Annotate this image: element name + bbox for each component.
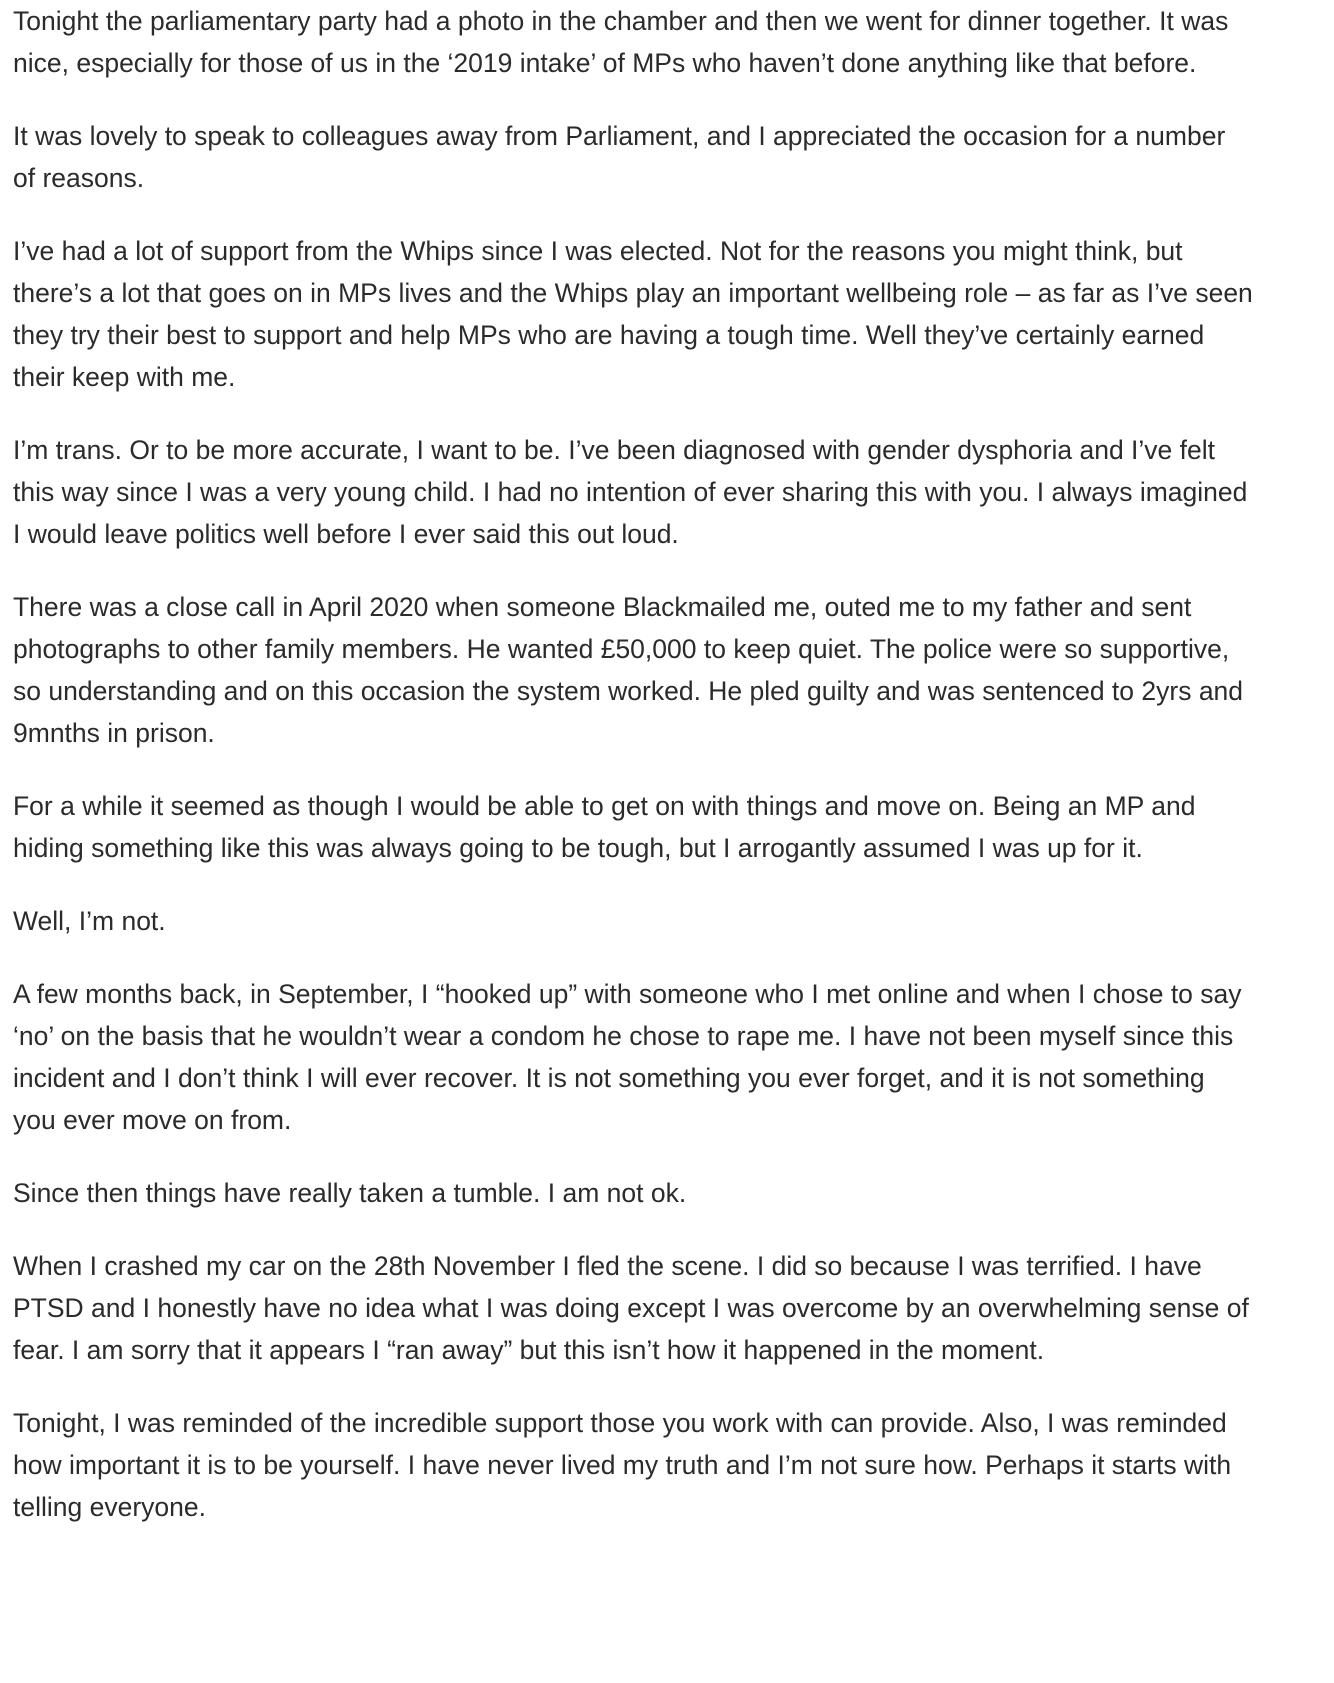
- article-body: [13, 0, 1253, 1559]
- paragraph-11: Tonight, I was reminded of the incredible support those you work with can provide. Also, I was reminded how important it is to be yourself. I have never lived my truth and I’m not sure how. Perhaps it starts with telling everyone.: [13, 1408, 1232, 1522]
- paragraph-1: Tonight the parliamentary party had a photo in the chamber and then we went for dinner together. It was nice, especially for those of us in the ‘2019 intake’ of MPs who haven’t done anything like that before.: [13, 6, 1229, 78]
- paragraph-9: Since then things have really taken a tumble. I am not ok.: [13, 1178, 687, 1208]
- paragraph-2: It was lovely to speak to colleagues away from Parliament, and I appreciated the occasion for a number of reasons.: [13, 121, 1226, 193]
- paragraph-4: I’m trans. Or to be more accurate, I want to be. I’ve been diagnosed with gender dysphoria and I’ve felt this way since I was a very young child. I had no intention of ever sharing this with you. I always imagined I would leave politics well before I ever said this out loud.: [13, 435, 1248, 549]
- paragraph-10: When I crashed my car on the 28th November I fled the scene. I did so because I was terrified. I have PTSD and I honestly have no idea what I was doing except I was overcome by an overwhelming sense of fear. I am sorry that it appears I “ran away” but this isn’t how it happened in the moment.: [13, 1251, 1249, 1365]
- paragraph-6: For a while it seemed as though I would be able to get on with things and move on. Being an MP and hiding something like this was always going to be tough, but I arrogantly assumed I was up for it.: [13, 791, 1196, 863]
- paragraph-3: I’ve had a lot of support from the Whips since I was elected. Not for the reasons you might think, but there’s a lot that goes on in MPs lives and the Whips play an important wellbeing role – as far as I’ve seen they try their best to support and help MPs who are having a tough time. Well they’ve certainly earned their keep with me.: [13, 236, 1253, 392]
- paragraph-5: There was a close call in April 2020 when someone Blackmailed me, outed me to my father and sent photographs to other family members. He wanted £50,000 to keep quiet. The police were so supportive, so understanding and on this occasion the system worked. He pled guilty and was sentenced to 2yrs and 9mnths in prison.: [13, 592, 1244, 748]
- paragraph-7: Well, I’m not.: [13, 906, 166, 936]
- paragraph-8: A few months back, in September, I “hooked up” with someone who I met online and when I chose to say ‘no’ on the basis that he wouldn’t wear a condom he chose to rape me. I have not been myself since this incident and I don’t think I will ever recover. It is not something you ever forget, and it is not something you ever move on from.: [13, 979, 1242, 1135]
